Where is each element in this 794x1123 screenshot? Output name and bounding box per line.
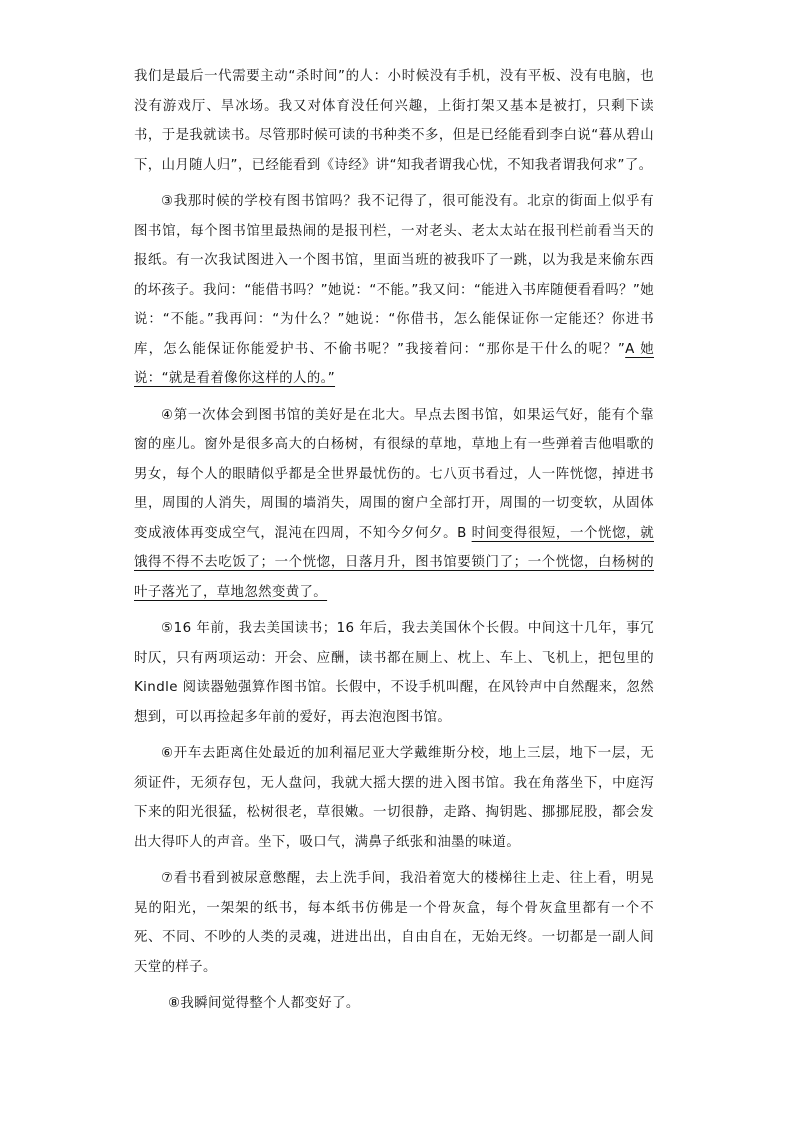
paragraph-text: ③我那时候的学校有图书馆吗？我不记得了，很可能没有。北京的街面上似乎有图书馆，每个图书馆里最热闹的是报刊栏，一对老头、老太太站在报刊栏前看当天的报纸。有一次我试图进入一个图书馆，里面当班的被我吓了一跳，以为我是来偷东西的坏孩子。我问：“能借书吗？”她说：“不能。”我又问：“能进入书库随便看看吗？”她说：“不能。”我再问：“为什么？”她说：“你借书，怎么能保证你一定能还？你进书库，怎么能保证你能爱护书、不偷书呢？”我接着问：“那你是干什么的呢？” xyxy=(134,194,654,357)
paragraph-text: ⑥开车去距离住处最近的加利福尼亚大学戴维斯分校，地上三层，地下一层，无须证件，无须存包，无人盘问，我就大摇大摆的进入图书馆。我在角落坐下，中庭泻下来的阳光很猛，松树很老，草很嫩。一切很静，走路、掏钥匙、挪挪屁股，都会发出大得吓人的声音。坐下，吸口气，满鼻子纸张和油墨的味道。 xyxy=(134,746,654,850)
underlined-sentence-a: A 她说：“就是看着像你这样的人的。” xyxy=(134,341,654,386)
paragraph-2-continued xyxy=(134,62,654,180)
paragraph-text: ⑧我瞬间觉得整个人都变好了。 xyxy=(168,996,360,1011)
paragraph-8 xyxy=(134,989,654,1019)
paragraph-6 xyxy=(134,739,654,857)
paragraph-text: ⑤16 年前，我去美国读书；16 年后，我去美国休个长假。中间这十几年，事冗时仄，只有两项运动：开会、应酬，读书都在厕上、枕上、车上、飞机上，把包里的 Kindle 阅读器勉强算作图书馆。长假中，不设手机叫醒，在风铃声中自然醒来，忽然想到，可以再捡起多年前的爱好，再去泡泡图书馆。 xyxy=(134,621,654,725)
paragraph-5 xyxy=(134,614,654,732)
article-body xyxy=(134,62,654,1026)
paragraph-text: ⑦看书看到被尿意憋醒，去上洗手间，我沿着宽大的楼梯往上走、往上看，明晃晃的阳光，一架架的纸书，每本纸书仿佛是一个骨灰盒，每个骨灰盒里都有一个不死、不同、不吵的人类的灵魂，进进出出，自由自在，无始无终。一切都是一副人间天堂的样子。 xyxy=(134,871,654,975)
paragraph-3 xyxy=(134,187,654,394)
underlined-sentence-b: 时间变得很短，一个恍惚，就饿得不得不去吃饭了；一个恍惚，日落月升，图书馆要锁门了；一个恍惚，白杨树的叶子落光了，草地忽然变黄了。 xyxy=(134,525,654,600)
paragraph-4 xyxy=(134,401,654,608)
paragraph-7 xyxy=(134,864,654,982)
paragraph-text: ④第一次体会到图书馆的美好是在北大。早点去图书馆，如果运气好，能有个靠窗的座儿。窗外是很多高大的白杨树，有很绿的草地，草地上有一些弹着吉他唱歌的男女，每个人的眼睛似乎都是全世界最忧伤的。七八页书看过，人一阵恍惚，掉进书里，周围的人消失，周围的墙消失，周围的窗户全部打开，周围的一切变软，从固体变成液体再变成空气，混沌在四周，不知今夕何夕。B xyxy=(134,407,654,541)
paragraph-text: 我们是最后一代需要主动“杀时间”的人：小时候没有手机，没有平板、没有电脑，也没有游戏厅、旱冰场。我又对体育没任何兴趣，上街打架又基本是被打，只剩下读书，于是我就读书。尽管那时候可读的书种类不多，但是已经能看到李白说“暮从碧山下，山月随人归”，已经能看到《诗经》讲“知我者谓我心忧，不知我者谓我何求”了。 xyxy=(134,69,654,173)
